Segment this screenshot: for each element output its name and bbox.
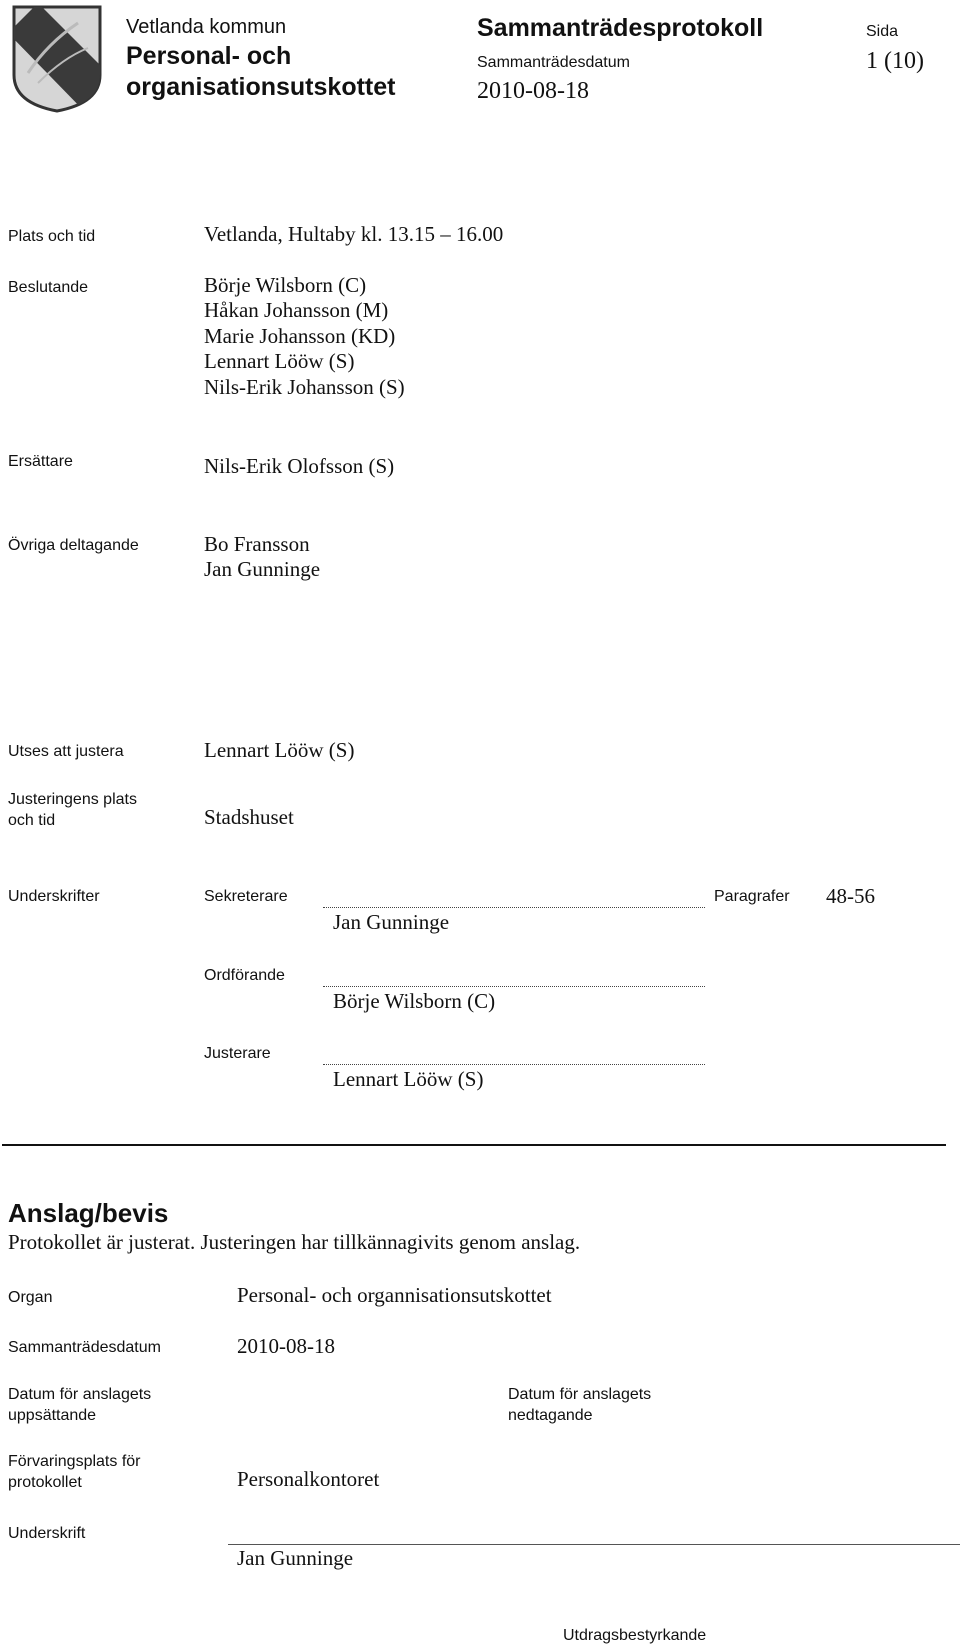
secretary-signature-line bbox=[323, 907, 705, 908]
posted-date-label-line-2: uppsättande bbox=[8, 1407, 97, 1424]
committee-name-line-1: Personal- och bbox=[126, 42, 292, 70]
list-item: Jan Gunninge bbox=[204, 557, 321, 582]
storage-label-line-2: protokollet bbox=[8, 1474, 82, 1491]
notice-text: Protokollet är justerat. Justeringen har tillkännagivits genom anslag. bbox=[8, 1230, 581, 1254]
removed-date-label bbox=[508, 1384, 651, 1426]
substitutes-list bbox=[204, 454, 394, 479]
paragraphs-value: 48-56 bbox=[826, 884, 875, 908]
storage-label bbox=[8, 1451, 141, 1493]
section-divider bbox=[2, 1144, 946, 1146]
list-item: Nils-Erik Johansson (S) bbox=[204, 374, 405, 399]
signature-adjuster-label: Justerare bbox=[204, 1045, 271, 1062]
notice-signature-line bbox=[228, 1544, 960, 1545]
document-title: Sammanträdesprotokoll bbox=[477, 14, 764, 42]
signer-name: Jan Gunninge bbox=[237, 1546, 354, 1570]
adjuster-label: Utses att justera bbox=[8, 743, 124, 760]
storage-value: Personalkontoret bbox=[237, 1467, 380, 1491]
chair-signature-line bbox=[323, 986, 705, 987]
place-value: Vetlanda, Hultaby kl. 13.15 – 16.00 bbox=[204, 222, 504, 246]
secretary-name: Jan Gunninge bbox=[333, 910, 450, 934]
list-item: Nils-Erik Olofsson (S) bbox=[204, 454, 395, 478]
committee-name bbox=[126, 41, 395, 103]
organ-label: Organ bbox=[8, 1289, 53, 1306]
others-list bbox=[204, 532, 320, 583]
adjust-place-label-line-2: och tid bbox=[8, 812, 56, 829]
list-item: Lennart Lööw (S) bbox=[204, 349, 355, 374]
meeting-date-label: Sammanträdesdatum bbox=[477, 54, 630, 71]
chair-name: Börje Wilsborn (C) bbox=[333, 989, 496, 1013]
list-item: Börje Wilsborn (C) bbox=[204, 273, 367, 297]
list-item: Bo Fransson bbox=[204, 532, 310, 556]
deciding-label: Beslutande bbox=[8, 279, 89, 296]
notice-date-label: Sammanträdesdatum bbox=[8, 1339, 161, 1356]
removed-date-label-line-1: Datum för anslagets bbox=[508, 1386, 652, 1403]
adjuster-signature-line bbox=[323, 1064, 705, 1065]
substitutes-label: Ersättare bbox=[8, 453, 73, 470]
list-item: Håkan Johansson (M) bbox=[204, 298, 389, 323]
signatures-label: Underskrifter bbox=[8, 888, 100, 905]
certified-label: Utdragsbestyrkande bbox=[563, 1627, 707, 1644]
list-item: Marie Johansson (KD) bbox=[204, 323, 396, 348]
adjuster-value: Lennart Lööw (S) bbox=[204, 738, 355, 762]
adjust-place-label-line-1: Justeringens plats bbox=[8, 791, 137, 808]
deciding-list bbox=[204, 273, 405, 400]
removed-date-label-line-2: nedtagande bbox=[508, 1407, 593, 1424]
page-label: Sida bbox=[866, 23, 899, 40]
organ-value: Personal- och organnisationsutskottet bbox=[237, 1283, 552, 1307]
chair-label: Ordförande bbox=[204, 967, 285, 984]
page-number: 1 (10) bbox=[866, 48, 924, 74]
notice-date-value: 2010-08-18 bbox=[237, 1334, 335, 1358]
signature-adjuster-name: Lennart Lööw (S) bbox=[333, 1067, 484, 1091]
secretary-label: Sekreterare bbox=[204, 888, 288, 905]
posted-date-label bbox=[8, 1384, 151, 1426]
notice-title: Anslag/bevis bbox=[8, 1198, 169, 1228]
posted-date-label-line-1: Datum för anslagets bbox=[8, 1386, 152, 1403]
municipal-crest-icon bbox=[8, 3, 106, 115]
signature-label: Underskrift bbox=[8, 1525, 86, 1542]
meeting-date: 2010-08-18 bbox=[477, 78, 589, 104]
municipality-name: Vetlanda kommun bbox=[126, 16, 287, 38]
paragraphs-label: Paragrafer bbox=[714, 888, 790, 905]
storage-label-line-1: Förvaringsplats för bbox=[8, 1453, 141, 1470]
adjust-place-label bbox=[8, 789, 137, 831]
committee-name-line-2: organisationsutskottet bbox=[126, 73, 396, 101]
others-label: Övriga deltagande bbox=[8, 537, 139, 554]
adjust-place-value: Stadshuset bbox=[204, 805, 294, 829]
place-label: Plats och tid bbox=[8, 228, 96, 245]
